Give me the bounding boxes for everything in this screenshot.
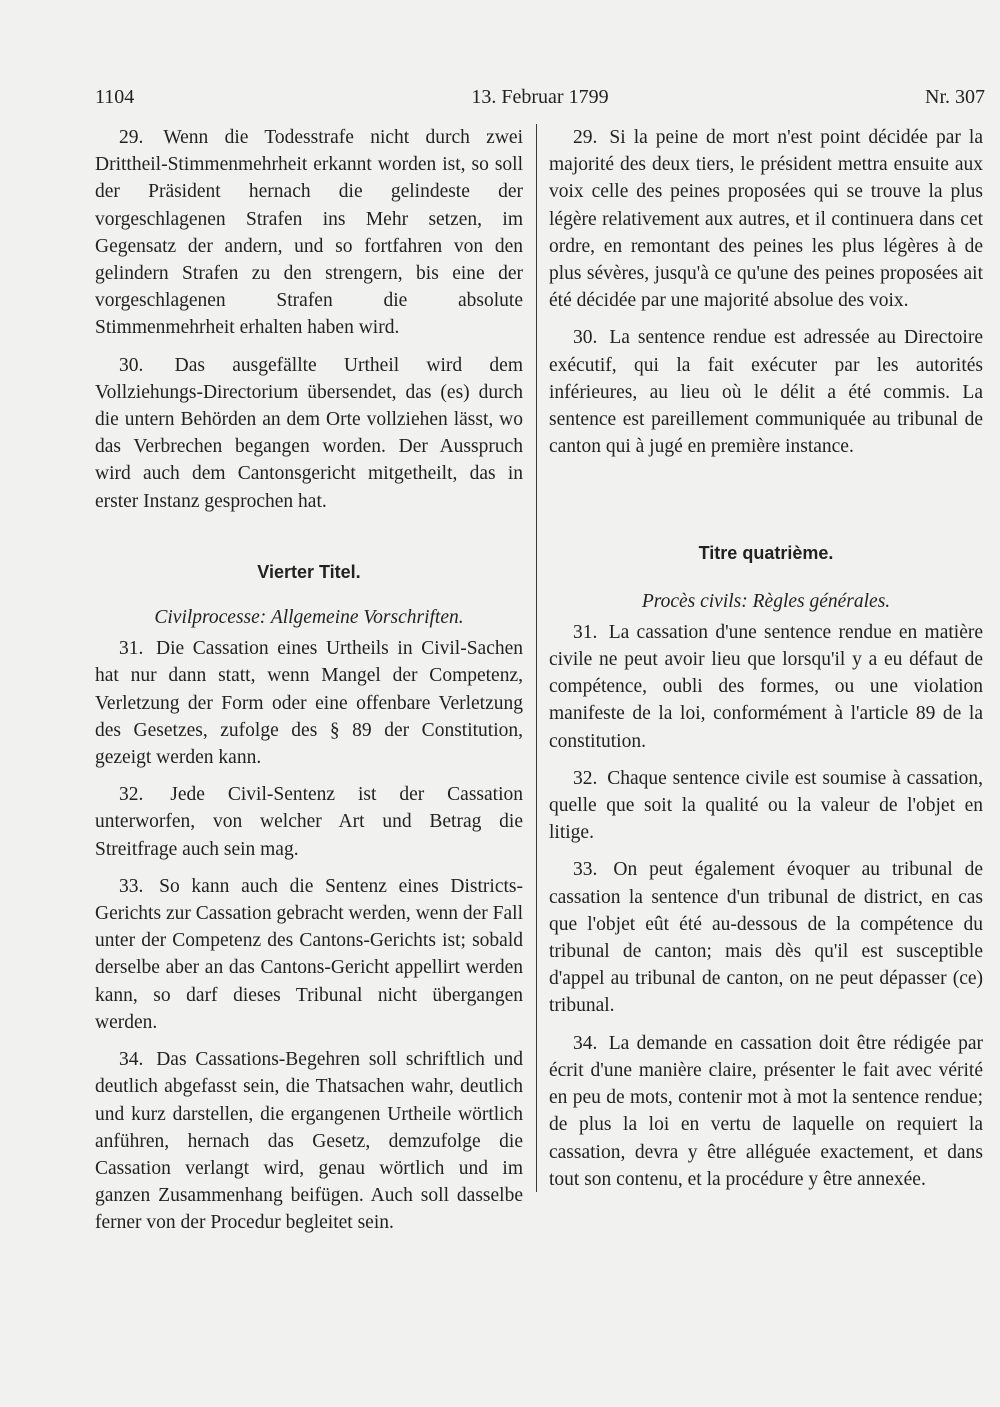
article-33-fr xyxy=(549,856,983,1019)
article-32-de xyxy=(95,781,523,863)
article-34-de xyxy=(95,1046,523,1236)
column-divider xyxy=(536,124,537,1192)
article-number: 29. xyxy=(119,127,144,148)
article-number: 30. xyxy=(573,327,598,349)
article-30-fr xyxy=(549,324,983,460)
article-33-de xyxy=(95,873,523,1036)
article-text: Si la peine de mort n'est point décidée par la majorité des deux tiers, le président mettra ensuite aux voix celle des peines proposées qui se trouve la plus légère relativement aux autres, et il continuera dans cet ordre, en remontant des peines les plus légères à de plus sévères, jusqu'à ce qu'une des peines proposées ait été décidée par une majorité absolue des voix. xyxy=(549,127,983,312)
article-text: Chaque sentence civile est soumise à cassation, quelle que soit la qualité ou la valeur de l'objet en litige. xyxy=(549,767,984,844)
article-number: 32. xyxy=(573,767,598,789)
article-31-de xyxy=(95,635,523,771)
article-31-fr xyxy=(549,619,983,755)
article-text: La demande en cassation doit être rédigée par écrit d'une manière claire, présenter le fait avec vérité en peu de mots, contenir mot à mot la sentence rendue; de plus la loi en vertu de laquelle on requiert la cassation, devra y être alléguée exactement, et dans tout son contenu, et la procédure y être annexée. xyxy=(549,1032,983,1190)
article-30-de xyxy=(95,352,523,515)
article-text: Wenn die Todesstrafe nicht durch zwei Drittheil-Stimmenmehrheit erkannt worden ist, so soll der Präsident hernach die gelindeste der vorgeschlagenen Strafen ins Mehr setzen, im Gegensatz der andern, und so fortfahren von den gelindern Strafen zu den strengern, bis eine der vorgeschlagenen Strafen die absolute Stimmenmehrheit erhalten haben wird. xyxy=(95,127,523,339)
article-text: La cassation d'une sentence rendue en matière civile ne peut avoir lieu que lorsqu'il y a eu défaut de compétence, oubli des formes, ou une violation manifeste de la loi, conformément à l'article 89 de la constitution. xyxy=(549,621,984,752)
page-number: 1104 xyxy=(95,86,135,108)
article-text: So kann auch die Sentenz eines Districts-Gerichts zur Cassation gebracht werden, wenn der Fall unter der Competenz des Cantons-Gerichts ist; sobald derselbe aber an das Cantons-Gericht appellirt werden kann, so darf dieses Tribunal nicht übergangen werden. xyxy=(95,875,524,1033)
document-number: Nr. 307 xyxy=(925,86,985,108)
section-subtitle-fr: Procès civils: Règles générales. xyxy=(641,590,891,612)
article-text: On peut également évoquer au tribunal de cassation la sentence d'un tribunal de district, en cas que l'objet eût été au-dessous de la compétence du tribunal de canton; mais dès qu'il est susceptible d'appel au tribunal de canton, on ne peut dépasser (ce) tribunal. xyxy=(549,859,984,1017)
article-text: La sentence rendue est adressée au Directoire exécutif, qui la fait exécuter par les autorités inférieures, au lieu où le délit a été commis. La sentence est pareillement communiquée au tribunal de canton qui à jugé en première instance. xyxy=(549,327,983,458)
article-32-fr xyxy=(549,765,983,847)
section-title-fr: Titre quatrième. xyxy=(698,543,834,564)
article-text: Jede Civil-Sentenz ist der Cassation unterworfen, von welcher Art und Betrag die Streitfrage auch sein mag. xyxy=(95,784,523,860)
article-number: 34. xyxy=(573,1032,598,1054)
date-heading: 13. Februar 1799 xyxy=(471,86,609,108)
german-column xyxy=(95,124,523,1247)
running-head xyxy=(95,86,985,116)
article-34-fr xyxy=(549,1030,983,1193)
article-number: 30. xyxy=(119,354,144,376)
article-number: 34. xyxy=(119,1049,144,1071)
article-text: Die Cassation eines Urtheils in Civil-Sachen hat nur dann statt, wenn Mangel der Competenz, Verletzung der Form oder eine offenbare Verletzung des Gesetzes, zufolge des § 89 der Constitution, gezeigt werden kann. xyxy=(95,638,524,769)
french-column xyxy=(549,124,983,1203)
section-subtitle-de: Civilprocesse: Allgemeine Vorschriften. xyxy=(154,607,464,629)
article-number: 33. xyxy=(573,859,598,881)
article-29-fr xyxy=(549,124,983,314)
article-number: 32. xyxy=(119,784,144,806)
section-title-de: Vierter Titel. xyxy=(257,561,361,582)
article-29-de xyxy=(95,124,523,342)
article-number: 31. xyxy=(119,638,144,660)
article-text: Das Cassations-Begehren soll schriftlich und deutlich abgefasst sein, die Thatsachen wahr, deutlich und kurz darstellen, die ergangenen Urtheile wörtlich anführen, hernach das Gesetz, demzufolge die Cassation verlangt wird, genau wörtlich und im ganzen Zusammenhang beifügen. Auch soll dasselbe ferner von der Procedur begleitet sein. xyxy=(95,1049,524,1234)
article-text: Das ausgefällte Urtheil wird dem Vollziehungs-Directorium übersendet, das (es) durch die untern Behörden an dem Orte vollziehen lässt, wo das Verbrechen begangen worden. Der Ausspruch wird auch dem Cantonsgericht mitgetheilt, das in erster Instanz gesprochen hat. xyxy=(95,354,523,512)
article-number: 33. xyxy=(119,875,144,897)
article-number: 29. xyxy=(573,127,598,148)
article-number: 31. xyxy=(573,621,598,643)
